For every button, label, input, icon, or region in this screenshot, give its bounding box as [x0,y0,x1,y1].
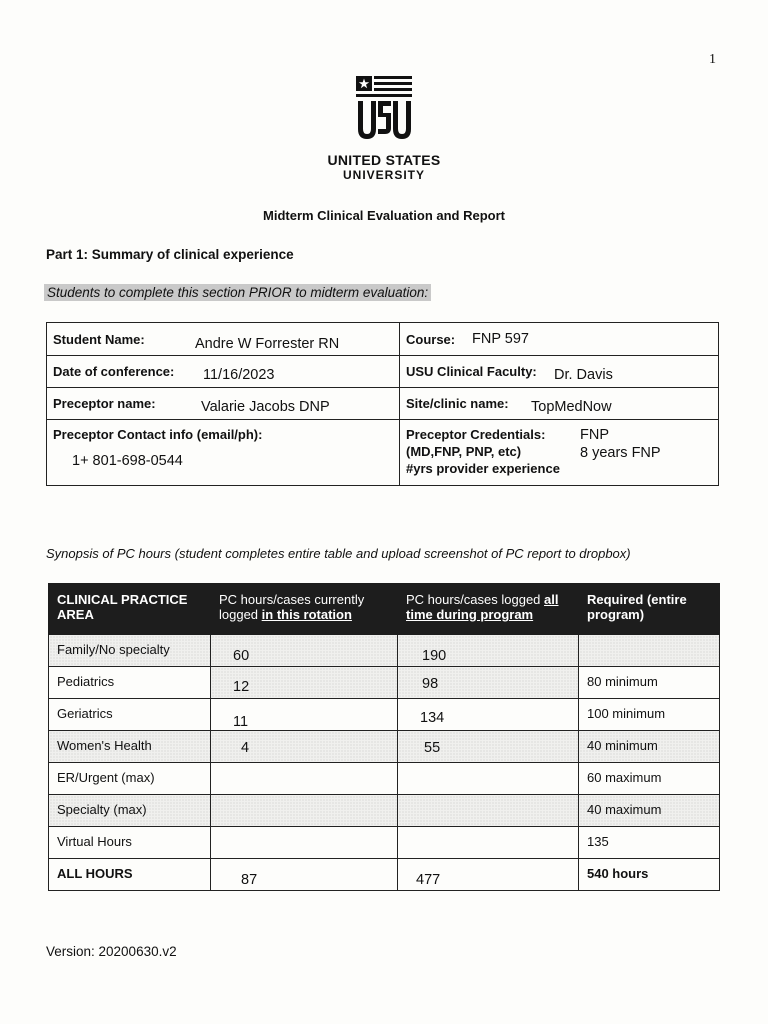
preceptor-contact-cell [47,420,400,486]
area-cell [49,635,211,667]
area-label: Specialty (max) [57,802,147,817]
area-label: Pediatrics [57,674,115,689]
required-value: 40 minimum [587,738,658,753]
conference-date-label: Date of conference: [53,364,175,379]
conference-date-value: 11/16/2023 [203,367,275,383]
program-cell [398,699,579,731]
header-rotation-text: PC hours/cases currently logged [219,592,365,622]
faculty-value: Dr. Davis [554,367,613,383]
preceptor-contact-value: 1+ 801-698-0544 [72,453,183,469]
student-name-label: Student Name: [53,332,145,347]
required-cell [579,731,720,763]
table-row [49,731,720,763]
program-value: 477 [416,872,441,888]
rotation-cell [211,763,398,795]
program-cell [398,731,579,763]
required-cell [579,859,720,891]
header-program-text: PC hours/cases logged [406,592,545,607]
table-row [49,763,720,795]
header-program-hours [398,584,579,635]
document-title: Midterm Clinical Evaluation and Report [263,208,505,223]
table-row-total [49,859,720,891]
student-name-cell [47,323,400,356]
required-value: 60 maximum [587,770,662,785]
synopsis-text: Synopsis of PC hours (student completes entire table and upload screenshot of PC report to dropbox) [46,546,631,561]
conference-date-cell [47,356,400,388]
credentials-value-line2: 8 years FNP [580,445,661,461]
required-cell [579,635,720,667]
faculty-cell [400,356,719,388]
preceptor-contact-label: Preceptor Contact info (email/ph): [53,427,263,442]
part-heading: Part 1: Summary of clinical experience [46,247,294,262]
course-cell [400,323,719,356]
course-value: FNP 597 [472,331,529,347]
site-cell [400,388,719,420]
student-name-value: Andre W Forrester RN [195,336,340,352]
area-cell [49,667,211,699]
header-rotation-emphasis: in this rotation [261,607,352,622]
preceptor-name-label: Preceptor name: [53,396,156,411]
area-label: ER/Urgent (max) [57,770,155,785]
page-number: 1 [709,52,716,67]
rotation-cell [211,795,398,827]
header-area-line1: CLINICAL PRACTICE [57,592,188,607]
header-program-emphasis: all time during program [406,592,559,622]
credentials-value-line1: FNP [580,427,609,443]
student-info-table [46,322,719,486]
program-cell [398,827,579,859]
required-value: 540 hours [587,866,649,881]
university-name-line1: UNITED STATES [327,152,441,168]
required-value: 80 minimum [587,674,658,689]
header-rotation-hours [211,584,398,635]
program-value: 190 [422,648,447,664]
area-cell [49,699,211,731]
rotation-cell [211,635,398,667]
usu-flag-logo-icon [352,74,416,150]
area-cell [49,795,211,827]
preceptor-name-cell [47,388,400,420]
rotation-cell [211,731,398,763]
program-value: 55 [424,740,441,756]
pc-hours-table [48,583,720,891]
area-label: ALL HOURS [57,866,133,881]
rotation-value: 87 [241,872,258,888]
program-cell [398,667,579,699]
required-cell [579,763,720,795]
table-row [49,827,720,859]
area-label: Women's Health [57,738,152,753]
required-value: 40 maximum [587,802,662,817]
credentials-label-line3: #yrs provider experience [406,461,560,476]
area-label: Geriatrics [57,706,113,721]
university-name-line2: UNIVERSITY [342,168,425,182]
header-required-line2: program) [587,607,645,622]
rotation-cell [211,699,398,731]
table-row [49,667,720,699]
table-row [49,795,720,827]
version-footer: Version: 20200630.v2 [46,944,177,959]
preceptor-name-value: Valarie Jacobs DNP [201,399,330,415]
credentials-label-line2: (MD,FNP, PNP, etc) [406,444,522,459]
program-cell [398,859,579,891]
site-value: TopMedNow [531,399,612,415]
rotation-value: 60 [233,648,250,664]
rotation-value: 4 [241,740,250,756]
program-cell [398,763,579,795]
program-value: 134 [420,710,445,726]
required-value: 135 [587,834,609,849]
program-cell [398,795,579,827]
rotation-cell [211,667,398,699]
table-row [49,635,720,667]
required-cell [579,827,720,859]
required-cell [579,667,720,699]
faculty-label: USU Clinical Faculty: [406,364,537,379]
area-cell [49,763,211,795]
header-clinical-area [49,584,211,635]
area-cell [49,859,211,891]
required-cell [579,699,720,731]
preceptor-credentials-cell [400,420,719,486]
header-area-line2: AREA [57,607,94,622]
required-cell [579,795,720,827]
credentials-label-line1: Preceptor Credentials: [406,427,546,442]
instruction-banner: Students to complete this section PRIOR to midterm evaluation: [44,284,431,301]
rotation-cell [211,827,398,859]
hours-header-row [49,584,720,635]
course-label: Course: [406,332,456,347]
area-cell [49,731,211,763]
area-cell [49,827,211,859]
required-value: 100 minimum [587,706,666,721]
header-required-line1: Required (entire [587,592,687,607]
rotation-value: 12 [233,679,250,695]
area-label: Virtual Hours [57,834,132,849]
site-label: Site/clinic name: [406,396,509,411]
program-cell [398,635,579,667]
table-row [49,699,720,731]
header-required [579,584,720,635]
rotation-cell [211,859,398,891]
rotation-value: 11 [233,714,249,730]
area-label: Family/No specialty [57,642,170,657]
program-value: 98 [422,676,439,692]
